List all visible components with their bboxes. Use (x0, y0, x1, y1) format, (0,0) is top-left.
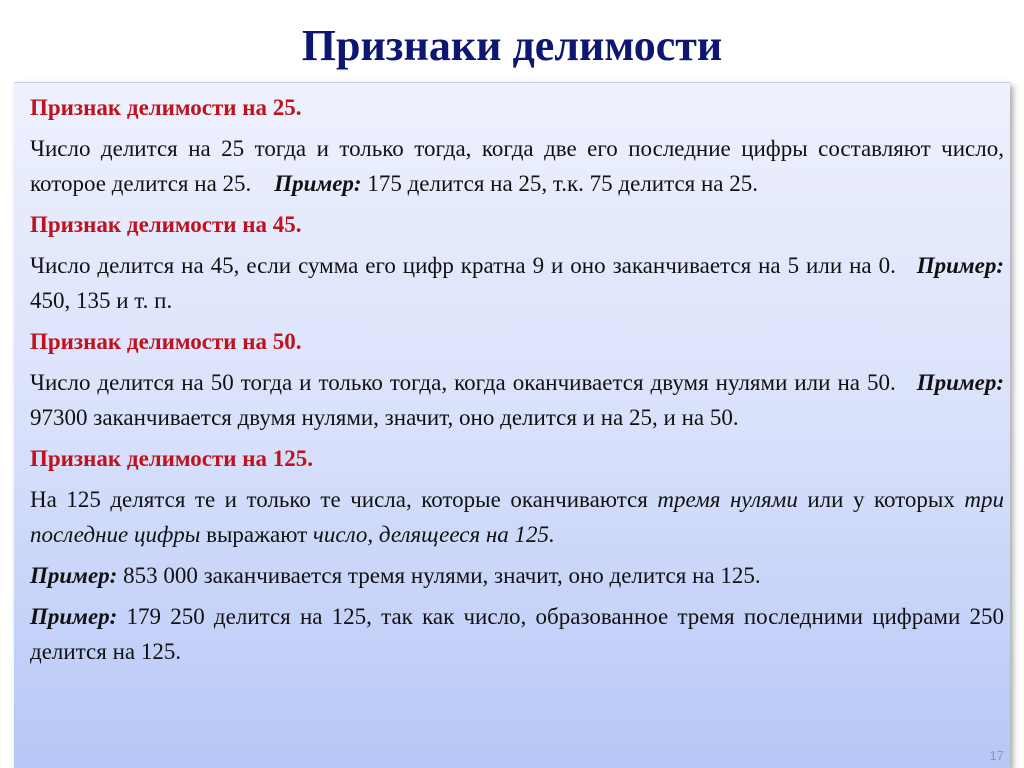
example-text-25: 175 делится на 25, т.к. 75 делится на 25. (361, 171, 759, 196)
rule-text-50 (30, 365, 1004, 435)
example-125-1 (30, 558, 1004, 593)
example-text-50: 97300 заканчивается двумя нулями, значит, оно делится и на 25, и на 50. (30, 405, 739, 430)
example-text-125-1: 853 000 заканчивается тремя нулями, значит, оно делится на 125. (117, 563, 761, 588)
section-heading-125: Признак делимости на 125. (30, 446, 314, 471)
example-label: Пример: (916, 370, 1005, 395)
rule-body-50: Число делится на 50 тогда и только тогда, когда оканчивается двумя нулями или на 50. (30, 370, 896, 395)
rule-text-25 (30, 131, 1004, 201)
example-label: Пример: (30, 604, 118, 629)
rule-body-25: Число делится на 25 тогда и только тогда, когда две его последние цифры составляют число, которое делится на 25. (30, 136, 1004, 196)
rule-part-emphasis: три последние цифры (30, 487, 1005, 547)
example-label: Пример: (274, 171, 362, 196)
slide-title: Признаки делимости (301, 21, 723, 70)
rule-text-125 (30, 482, 1004, 552)
rule-part: или у которых (797, 487, 965, 512)
rule-part-emphasis: тремя нулями (657, 487, 798, 512)
section-heading-50: Признак делимости на 50. (30, 329, 302, 354)
section-heading-45: Признак делимости на 45. (30, 212, 302, 237)
slide-content (30, 90, 1004, 669)
example-text-45: 450, 135 и т. п. (30, 288, 173, 313)
rule-text-45 (30, 248, 1004, 318)
example-label: Пример: (30, 563, 118, 588)
rule-part: выражают (200, 522, 313, 547)
rule-part-emphasis: число, делящееся на 125. (312, 522, 555, 547)
rule-part: На 125 делятся те и только те числа, которые оканчиваются (30, 487, 658, 512)
section-heading-25: Признак делимости на 25. (30, 95, 302, 120)
example-label: Пример: (916, 253, 1004, 278)
example-text-125-2: 179 250 делится на 125, так как число, образованное тремя последними цифрами 250 делится на 125. (30, 604, 1004, 664)
example-125-2 (30, 599, 1004, 669)
page-number: 17 (989, 748, 1004, 763)
rule-body-45: Число делится на 45, если сумма его цифр кратна 9 и оно заканчивается на 5 или на 0. (30, 253, 896, 278)
